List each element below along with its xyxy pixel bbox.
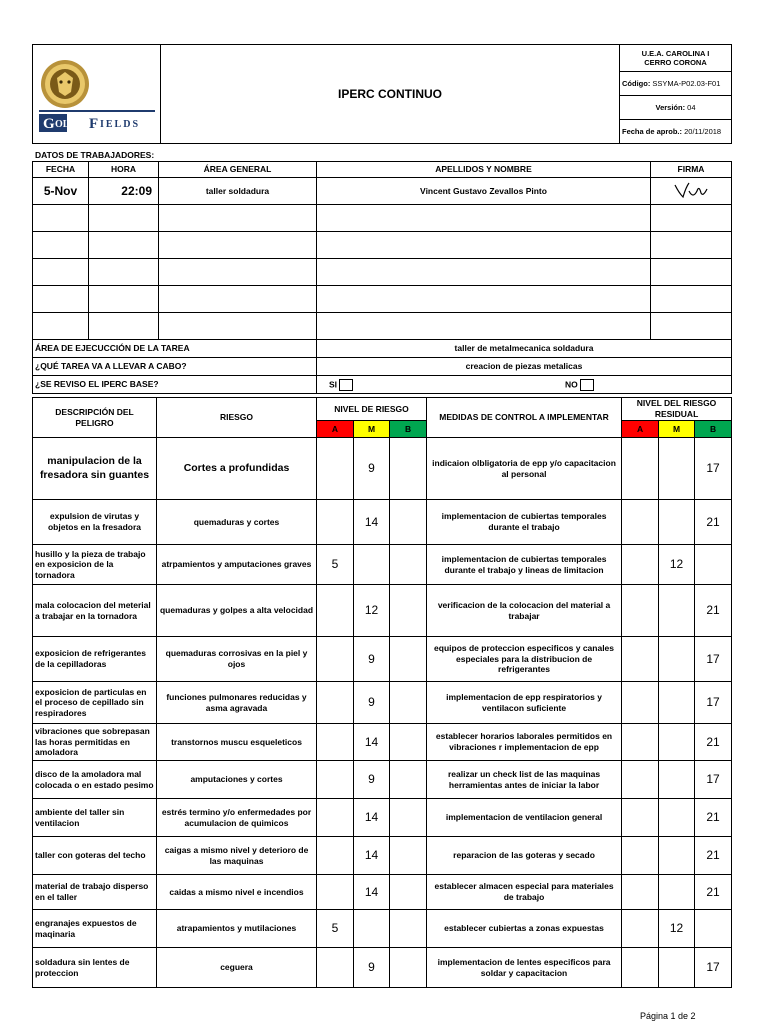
risk-value-m: 14 [354,799,390,837]
workers-header-row [33,162,732,178]
level-b: B [390,421,427,438]
residual-value-b: 21 [695,875,732,910]
risk-rows [33,438,732,988]
worker-row [33,178,732,205]
risk-value-b [390,500,427,545]
control-measures: reparacion de las goteras y secado [427,837,622,875]
control-measures: establecer cubiertas a zonas expuestas [427,910,622,948]
risk: caigas a mismo nivel y deterioro de las maquinas [157,837,317,875]
hazard-description: engranajes expuestos de maqinaria [33,910,157,948]
residual-value-b [695,910,732,948]
table-row [33,761,732,799]
residual-value-b: 21 [695,500,732,545]
risk: caidas a mismo nivel e incendios [157,875,317,910]
hazard-description: material de trabajo disperso en el taller [33,875,157,910]
risk-value-b [390,875,427,910]
risk-value-b [390,585,427,637]
risk-value-m: 9 [354,761,390,799]
residual-value-b: 21 [695,724,732,761]
risk-value-a [317,438,354,500]
uea-line1: U.E.A. CAROLINA I [641,48,710,58]
residual-value-m [659,761,695,799]
codigo-value: SSYMA-P02.03-F01 [652,78,721,88]
risk-value-b [390,948,427,988]
workers-table [32,161,732,340]
residual-value-a [622,438,659,500]
hazard-description: husillo y la pieza de trabajo en exposicion de la tornadora [33,545,157,585]
hazard-description: ambiente del taller sin ventilacion [33,799,157,837]
svg-text:F: F [89,115,99,132]
risk-table [32,397,732,988]
risk-value-b [390,682,427,724]
col-area-general: ÁREA GENERAL [159,162,317,178]
control-measures: implementacion de cubiertas temporales durante el trabajo [427,500,622,545]
risk: amputaciones y cortes [157,761,317,799]
residual-value-a [622,799,659,837]
risk-value-a: 5 [317,545,354,585]
risk-value-b [390,910,427,948]
residual-value-a [622,637,659,682]
svg-text:IELDS: IELDS [100,118,141,130]
risk: quemaduras y cortes [157,500,317,545]
control-measures: equipos de proteccion especificos y canales especiales para la distribucion de refrigerantes [427,637,622,682]
residual-value-b [695,545,732,585]
workers-section-label: DATOS DE TRABAJADORES: [35,150,155,160]
tarea-value: creacion de piezas metalicas [317,358,732,376]
fecha-aprob-value: 20/11/2018 [684,126,722,136]
iperc-base-label: ¿SE REVISO EL IPERC BASE? [33,376,317,394]
control-measures: implementacion de ventilacion general [427,799,622,837]
residual-value-a [622,875,659,910]
residual-level-b: B [695,421,732,438]
risk: transtornos muscu esqueleticos [157,724,317,761]
tarea-label: ¿QUÉ TAREA VA A LLEVAR A CABO? [33,358,317,376]
col-hora: HORA [89,162,159,178]
control-measures: implementacion de epp respiratorios y ventilacon suficiente [427,682,622,724]
risk-value-a [317,500,354,545]
residual-value-b: 21 [695,799,732,837]
residual-value-a [622,761,659,799]
risk-value-b [390,438,427,500]
residual-value-a [622,724,659,761]
hazard-description: taller con goteras del techo [33,837,157,875]
hazard-description: soldadura sin lentes de proteccion [33,948,157,988]
worker-signature [651,178,732,205]
risk-value-m: 14 [354,724,390,761]
residual-value-m [659,948,695,988]
residual-value-m [659,585,695,637]
col-nombre: APELLIDOS Y NOMBRE [317,162,651,178]
risk-value-m: 9 [354,637,390,682]
risk-value-a: 5 [317,910,354,948]
risk: estrés termino y/o enfermedades por acumulacion de quimicos [157,799,317,837]
residual-value-m [659,438,695,500]
svg-text:OLD: OLD [55,118,77,130]
table-row [33,637,732,682]
residual-value-m [659,837,695,875]
risk: funciones pulmonares reducidas y asma agravada [157,682,317,724]
page-number: Página 1 de 2 [640,1011,696,1021]
risk-value-m: 12 [354,585,390,637]
risk: atrapamientos y mutilaciones [157,910,317,948]
control-measures: implementacion de cubiertas temporales durante el trabajo y lineas de limitacion [427,545,622,585]
table-row [33,875,732,910]
residual-value-a [622,837,659,875]
risk-value-b [390,837,427,875]
risk: quemaduras y golpes a alta velocidad [157,585,317,637]
risk-value-a [317,724,354,761]
worker-row-empty [33,205,732,232]
risk-value-a [317,585,354,637]
logo-cell [33,45,161,144]
worker-hora: 22:09 [89,178,159,205]
level-m: M [354,421,390,438]
risk: Cortes a profundidas [157,438,317,500]
risk-value-b [390,637,427,682]
col-fecha: FECHA [33,162,89,178]
risk-value-m: 9 [354,438,390,500]
control-measures: realizar un check list de las maquinas herramientas antes de iniciar la labor [427,761,622,799]
residual-value-b: 17 [695,761,732,799]
risk-value-a [317,637,354,682]
table-row [33,837,732,875]
worker-area: taller soldadura [159,178,317,205]
residual-level-a: A [622,421,659,438]
version-cell: Versión: 04 [620,96,732,120]
area-ejecucion-value: taller de metalmecanica soldadura [317,340,732,358]
control-measures: indicaion olbligatoria de epp y/o capacitacion al personal [427,438,622,500]
risk-value-a [317,682,354,724]
residual-value-a [622,948,659,988]
residual-value-b: 21 [695,837,732,875]
hazard-description: expulsion de virutas y objetos en la fresadora [33,500,157,545]
codigo-cell: Código: SSYMA-P02.03-F01 [620,72,732,96]
risk-value-b [390,761,427,799]
task-table [32,339,732,394]
control-measures: implementacion de lentes especificos para soldar y capacitacion [427,948,622,988]
risk-value-b [390,724,427,761]
table-row [33,948,732,988]
table-row [33,585,732,637]
svg-text:G: G [43,115,55,132]
residual-value-a [622,682,659,724]
hazard-description: exposicion de refrigerantes de la cepilladoras [33,637,157,682]
residual-value-m [659,799,695,837]
worker-nombre: Vincent Gustavo Zevallos Pinto [317,178,651,205]
worker-row-empty [33,286,732,313]
worker-row-empty [33,313,732,340]
risk-value-m: 14 [354,837,390,875]
hazard-description: disco de la amoladora mal colocada o en estado pesimo [33,761,157,799]
risk-value-b [390,545,427,585]
residual-value-m [659,875,695,910]
residual-value-b: 17 [695,948,732,988]
residual-value-b: 17 [695,438,732,500]
residual-value-m: 12 [659,910,695,948]
version-value: 04 [687,102,696,112]
residual-value-m [659,637,695,682]
residual-value-a [622,500,659,545]
col-firma: FIRMA [651,162,732,178]
gold-fields-logo-icon [35,48,159,138]
col-medidas: MEDIDAS DE CONTROL A IMPLEMENTAR [427,398,622,438]
risk-value-m: 9 [354,948,390,988]
uea-cell [620,45,732,72]
no-option: NO [565,379,594,391]
worker-row-empty [33,232,732,259]
residual-value-m [659,682,695,724]
risk-value-m: 14 [354,500,390,545]
residual-value-a [622,545,659,585]
residual-value-m: 12 [659,545,695,585]
risk-value-m: 14 [354,875,390,910]
hazard-description: vibraciones que sobrepasan las horas permitidas en amoladora [33,724,157,761]
risk: quemaduras corrosivas en la piel y ojos [157,637,317,682]
residual-value-b: 17 [695,637,732,682]
residual-value-m [659,500,695,545]
worker-fecha: 5-Nov [33,178,89,205]
si-checkbox[interactable] [339,379,353,391]
risk-value-a [317,837,354,875]
signature-icon [671,179,711,201]
col-descripcion-peligro: DESCRIPCIÓN DEL PELIGRO [33,398,157,438]
level-a: A [317,421,354,438]
table-row [33,438,732,500]
table-row [33,724,732,761]
table-row [33,500,732,545]
residual-value-b: 17 [695,682,732,724]
iperc-base-options [317,376,732,394]
uea-line2: CERRO CORONA [644,58,707,67]
risk: atrpamientos y amputaciones graves [157,545,317,585]
no-checkbox[interactable] [580,379,594,391]
residual-level-m: M [659,421,695,438]
risk-header-row [33,398,732,421]
hazard-description: exposicion de particulas en el proceso de cepillado sin respiradores [33,682,157,724]
table-row [33,545,732,585]
risk-value-a [317,799,354,837]
risk-value-a [317,875,354,910]
risk-value-b [390,799,427,837]
hazard-description: mala colocacion del meterial a trabajar en la tornadora [33,585,157,637]
si-option: SI [329,379,353,391]
hazard-description: manipulacion de la fresadora sin guantes [33,438,157,500]
fecha-aprob-cell: Fecha de aprob.: 20/11/2018 [620,120,732,144]
risk-value-a [317,948,354,988]
table-row [33,910,732,948]
residual-value-a [622,585,659,637]
risk-value-a [317,761,354,799]
area-ejecucion-label: ÁREA DE EJECUCCIÓN DE LA TAREA [33,340,317,358]
table-row [33,799,732,837]
residual-value-b: 21 [695,585,732,637]
control-measures: establecer almacen especial para materiales de trabajo [427,875,622,910]
page-title: IPERC CONTINUO [161,45,620,144]
residual-value-a [622,910,659,948]
risk-value-m [354,545,390,585]
risk-value-m [354,910,390,948]
worker-row-empty [33,259,732,286]
header-table [32,44,732,144]
risk-value-m: 9 [354,682,390,724]
table-row [33,682,732,724]
residual-value-m [659,724,695,761]
control-measures: verificacion de la colocacion del material a trabajar [427,585,622,637]
col-riesgo: RIESGO [157,398,317,438]
risk: ceguera [157,948,317,988]
col-nivel-residual: NIVEL DEL RIESGO RESIDUAL [622,398,732,421]
col-nivel-riesgo: NIVEL DE RIESGO [317,398,427,421]
control-measures: establecer horarios laborales permitidos en vibraciones r implementacion de epp [427,724,622,761]
